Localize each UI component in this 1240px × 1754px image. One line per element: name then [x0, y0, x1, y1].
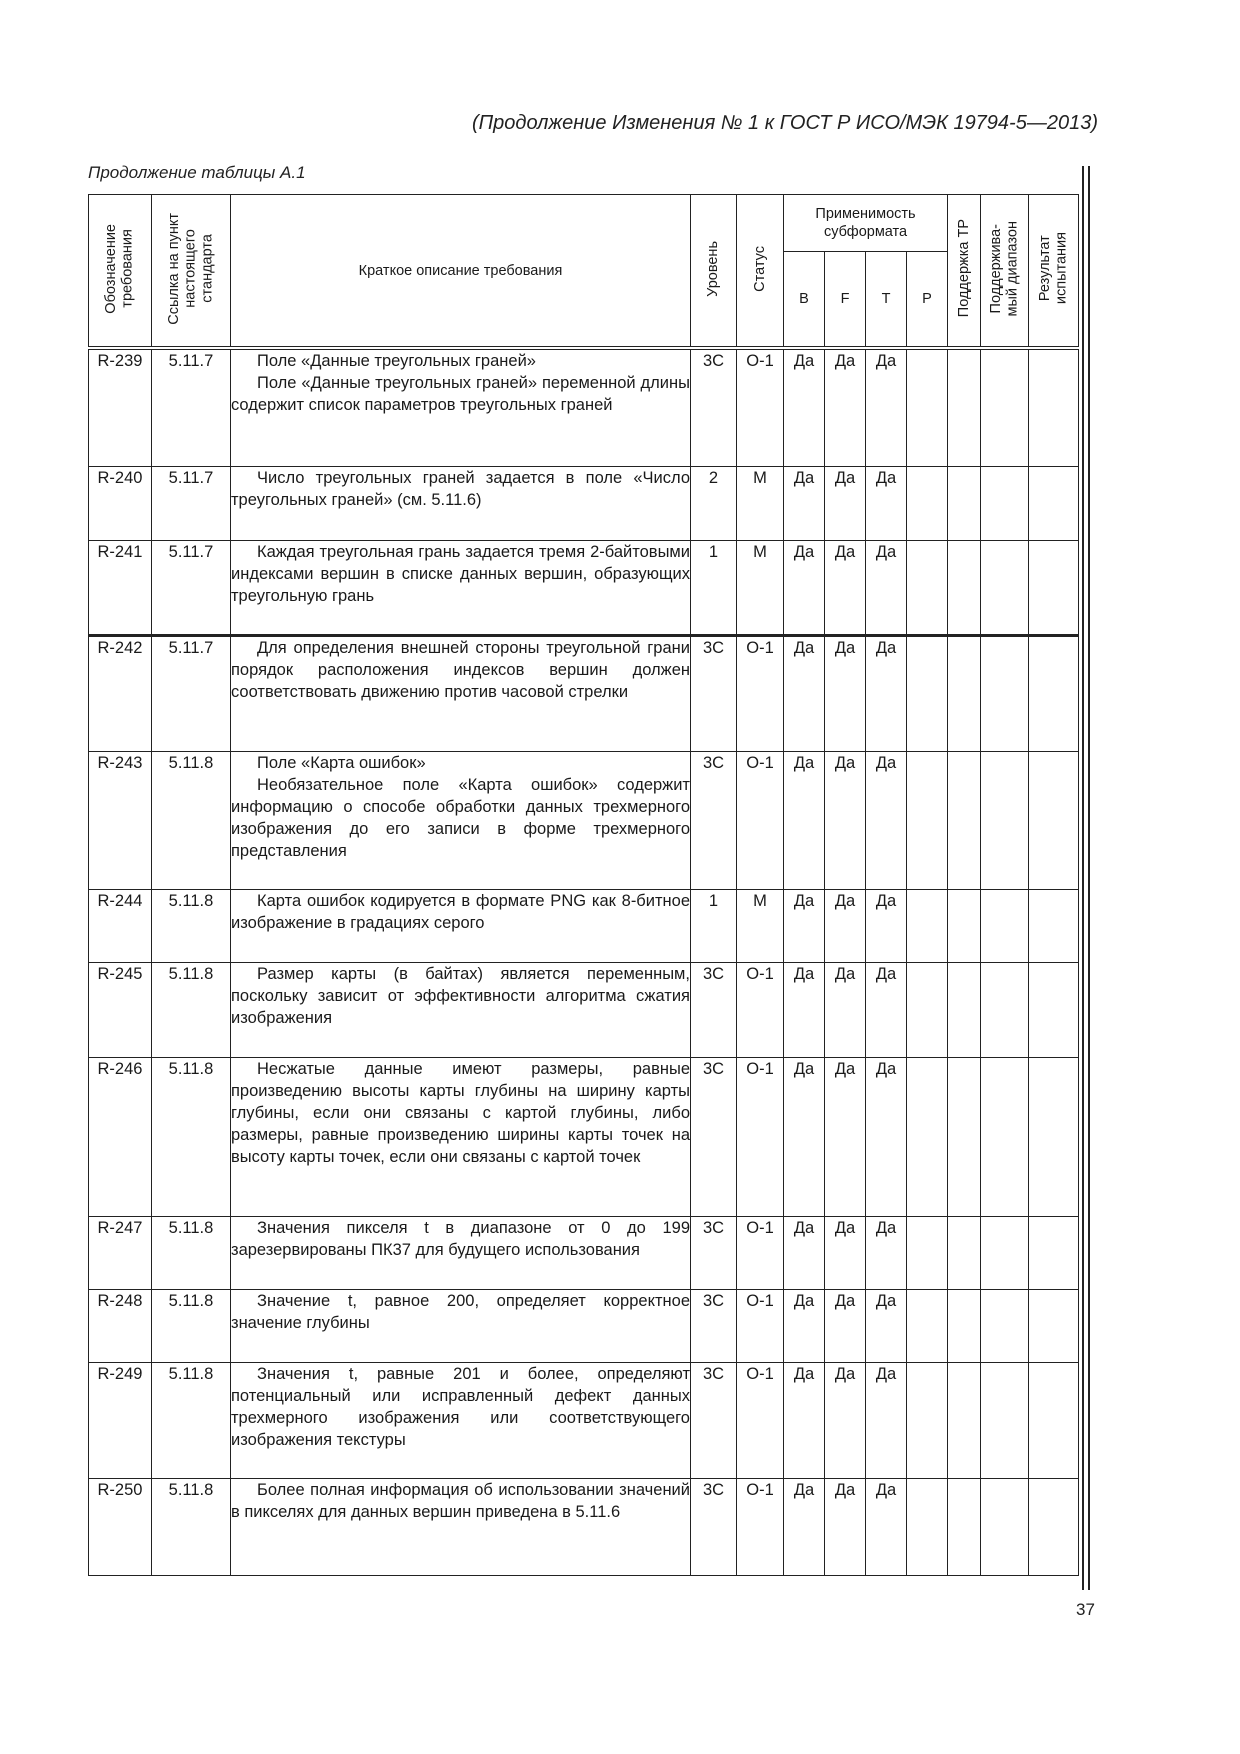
row-t: Да — [866, 1478, 907, 1575]
row-desc: Значения пикселя t в диапазоне от 0 до 199 зарезервированы ПК37 для будущего использования — [231, 1216, 691, 1289]
row-t: Да — [866, 466, 907, 540]
row-level: 3С — [691, 635, 737, 751]
row-id: R-240 — [89, 466, 152, 540]
row-f: Да — [825, 1478, 866, 1575]
col-header-result: Результат испытания — [1029, 195, 1079, 349]
row-status: О-1 — [737, 1057, 784, 1216]
row-ref: 5.11.7 — [152, 540, 231, 635]
row-ref: 5.11.8 — [152, 1216, 231, 1289]
row-f: Да — [825, 1289, 866, 1362]
row-f: Да — [825, 466, 866, 540]
col-header-sub-b: B — [784, 252, 825, 349]
row-status: М — [737, 889, 784, 962]
row-b: Да — [784, 962, 825, 1057]
row-id: R-242 — [89, 635, 152, 751]
row-b: Да — [784, 1289, 825, 1362]
col-header-tr-support: Поддержка ТР — [948, 195, 981, 349]
row-ref: 5.11.8 — [152, 751, 231, 889]
row-desc: Значение t, равное 200, определяет корректное значение глубины — [231, 1289, 691, 1362]
col-header-reference: Ссылка на пункт настоящего стандарта — [152, 195, 231, 349]
row-desc: Размер карты (в байтах) является переменным, поскольку зависит от эффективности алгоритма сжатия изображения — [231, 962, 691, 1057]
col-header-sub-p: P — [907, 252, 948, 349]
row-f: Да — [825, 751, 866, 889]
change-bar-second — [1088, 166, 1090, 1590]
row-status: О-1 — [737, 635, 784, 751]
row-level: 3С — [691, 1362, 737, 1478]
row-ref: 5.11.8 — [152, 1478, 231, 1575]
table-row — [89, 1289, 1079, 1362]
row-desc: Несжатые данные имеют размеры, равные произведению высоты карты глубины на ширину карты глубины, если они связаны с картой глубины, либо размеры, равные произведению ширины карты точек на высоту карты точек, если они связаны с картой точек — [231, 1057, 691, 1216]
col-header-range: Поддержива- мый диапазон — [981, 195, 1029, 349]
row-status: О-1 — [737, 962, 784, 1057]
row-t: Да — [866, 635, 907, 751]
row-id: R-241 — [89, 540, 152, 635]
row-id: R-246 — [89, 1057, 152, 1216]
row-level: 1 — [691, 540, 737, 635]
row-desc: Поле «Данные треугольных граней» Поле «Данные треугольных граней» переменной длины содержит список параметров треугольных граней — [231, 348, 691, 466]
row-status: О-1 — [737, 1289, 784, 1362]
row-t: Да — [866, 751, 907, 889]
row-status: М — [737, 540, 784, 635]
row-status: М — [737, 466, 784, 540]
row-ref: 5.11.7 — [152, 635, 231, 751]
row-id: R-243 — [89, 751, 152, 889]
row-b: Да — [784, 751, 825, 889]
row-id: R-248 — [89, 1289, 152, 1362]
row-level: 3С — [691, 962, 737, 1057]
row-b: Да — [784, 348, 825, 466]
col-header-sub-f: F — [825, 252, 866, 349]
col-header-status: Статус — [737, 195, 784, 349]
table-row — [89, 1362, 1079, 1478]
table-row — [89, 348, 1079, 466]
row-level: 1 — [691, 889, 737, 962]
row-desc: Каждая треугольная грань задается тремя 2-байтовыми индексами вершин в списке данных вершин, образующих треугольную грань — [231, 540, 691, 635]
row-desc: Значения t, равные 201 и более, определяют потенциальный или исправленный дефект данных трехмерного изображения или соответствующего изображения текстуры — [231, 1362, 691, 1478]
col-header-applicability: Применимость субформата — [784, 195, 948, 252]
row-level: 3С — [691, 1289, 737, 1362]
row-desc: Более полная информация об использовании значений в пикселях для данных вершин приведена в 5.11.6 — [231, 1478, 691, 1575]
row-b: Да — [784, 1362, 825, 1478]
row-b: Да — [784, 1478, 825, 1575]
col-header-level: Уровень — [691, 195, 737, 349]
change-bar — [1082, 166, 1084, 1590]
row-ref: 5.11.8 — [152, 962, 231, 1057]
table-row — [89, 540, 1079, 635]
document-header: (Продолжение Изменения № 1 к ГОСТ Р ИСО/МЭК 19794-5—2013) — [471, 112, 1098, 134]
row-f: Да — [825, 1216, 866, 1289]
row-status: О-1 — [737, 1362, 784, 1478]
row-b: Да — [784, 1057, 825, 1216]
row-id: R-245 — [89, 962, 152, 1057]
row-id: R-244 — [89, 889, 152, 962]
col-header-sub-t: T — [866, 252, 907, 349]
col-header-description: Краткое описание требования — [231, 195, 691, 349]
row-t: Да — [866, 962, 907, 1057]
table-row — [89, 751, 1079, 889]
row-t: Да — [866, 889, 907, 962]
row-status: О-1 — [737, 751, 784, 889]
row-f: Да — [825, 1362, 866, 1478]
row-b: Да — [784, 1216, 825, 1289]
row-t: Да — [866, 1057, 907, 1216]
table-row — [89, 1478, 1079, 1575]
row-level: 3С — [691, 1216, 737, 1289]
row-ref: 5.11.7 — [152, 348, 231, 466]
row-f: Да — [825, 540, 866, 635]
table-row — [89, 1216, 1079, 1289]
row-desc: Число треугольных граней задается в поле «Число треугольных граней» (см. 5.11.6) — [231, 466, 691, 540]
row-ref: 5.11.7 — [152, 466, 231, 540]
row-ref: 5.11.8 — [152, 1289, 231, 1362]
row-level: 3С — [691, 1478, 737, 1575]
requirements-table — [88, 194, 1079, 1576]
table-caption: Продолжение таблицы А.1 — [88, 163, 306, 182]
row-id: R-247 — [89, 1216, 152, 1289]
row-b: Да — [784, 540, 825, 635]
table-row — [89, 889, 1079, 962]
row-f: Да — [825, 348, 866, 466]
row-level: 2 — [691, 466, 737, 540]
row-t: Да — [866, 1216, 907, 1289]
row-t: Да — [866, 1289, 907, 1362]
row-ref: 5.11.8 — [152, 1362, 231, 1478]
row-id: R-250 — [89, 1478, 152, 1575]
row-f: Да — [825, 1057, 866, 1216]
row-f: Да — [825, 889, 866, 962]
table-row — [89, 635, 1079, 751]
row-f: Да — [825, 635, 866, 751]
row-f: Да — [825, 962, 866, 1057]
table-row — [89, 962, 1079, 1057]
row-t: Да — [866, 348, 907, 466]
row-b: Да — [784, 889, 825, 962]
row-level: 3С — [691, 751, 737, 889]
row-t: Да — [866, 540, 907, 635]
table-row — [89, 1057, 1079, 1216]
row-level: 3С — [691, 1057, 737, 1216]
row-status: О-1 — [737, 1216, 784, 1289]
col-header-designation: Обозначение требования — [89, 195, 152, 349]
row-ref: 5.11.8 — [152, 889, 231, 962]
row-t: Да — [866, 1362, 907, 1478]
row-level: 3С — [691, 348, 737, 466]
row-b: Да — [784, 466, 825, 540]
table-row — [89, 466, 1079, 540]
row-id: R-249 — [89, 1362, 152, 1478]
row-desc: Карта ошибок кодируется в формате PNG как 8-битное изображение в градациях серого — [231, 889, 691, 962]
row-desc: Для определения внешней стороны треугольной грани порядок расположения индексов вершин должен соответствовать движению против часовой стрелки — [231, 635, 691, 751]
row-b: Да — [784, 635, 825, 751]
row-desc: Поле «Карта ошибок» Необязательное поле «Карта ошибок» содержит информацию о способе обработки данных трехмерного изображения до его записи в форме трехмерного представления — [231, 751, 691, 889]
page-number: 37 — [1076, 1600, 1095, 1619]
row-id: R-239 — [89, 348, 152, 466]
row-ref: 5.11.8 — [152, 1057, 231, 1216]
row-status: О-1 — [737, 1478, 784, 1575]
row-status: О-1 — [737, 348, 784, 466]
